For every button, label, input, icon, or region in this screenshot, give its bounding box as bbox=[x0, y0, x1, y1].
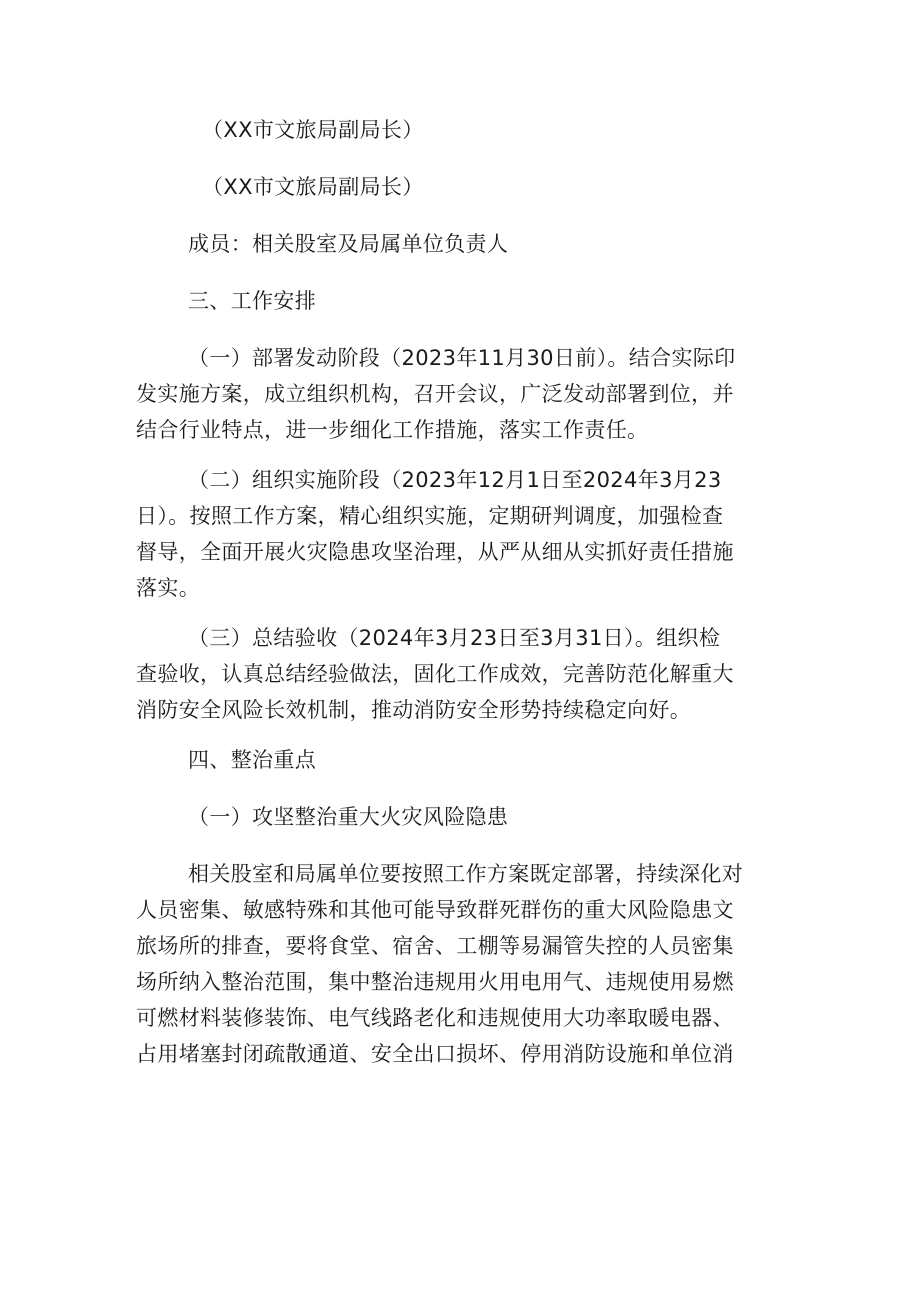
paragraph-subsection-1 bbox=[136, 856, 796, 1072]
text-line: 相关股室和局属单位要按照工作方案既定部署，持续深化对 bbox=[188, 862, 744, 886]
text-line: 结合行业特点，进一步细化工作措施，落实工作责任。 bbox=[136, 418, 649, 442]
text-line: 可燃材料装修装饰、电气线路老化和违规使用大功率取暖电器、 bbox=[136, 1006, 734, 1030]
section-4-heading bbox=[136, 742, 796, 778]
text-line: 消防安全风险长效机制，推动消防安全形势持续稳定向好。 bbox=[136, 698, 692, 722]
paragraph-stage-3 bbox=[136, 620, 796, 728]
text-line: 人员密集、敏感特殊和其他可能导致群死群伤的重大风险隐患文 bbox=[136, 898, 734, 922]
text-line: 旅场所的排查，要将食堂、宿舍、工棚等易漏管失控的人员密集 bbox=[136, 934, 734, 958]
members-text: 成员：相关股室及局属单位负责人 bbox=[188, 232, 509, 256]
deputy-line-2 bbox=[136, 169, 796, 205]
subsection-1-heading bbox=[136, 799, 796, 835]
section-4-heading-text: 四、整治重点 bbox=[188, 748, 317, 772]
section-3-heading bbox=[136, 283, 796, 319]
text-line: 场所纳入整治范围，集中整治违规用火用电用气、违规使用易燃 bbox=[136, 970, 734, 994]
text-line: （二）组织实施阶段（2023年12月1日至2024年3月23 bbox=[188, 468, 722, 492]
text-line: 日）。按照工作方案，精心组织实施，定期研判调度，加强检查 bbox=[136, 504, 724, 528]
text-line: （一）部署发动阶段（2023年11月30日前）。结合实际印 bbox=[188, 346, 736, 370]
subsection-1-heading-text: （一）攻坚整治重大火灾风险隐患 bbox=[188, 805, 509, 829]
text-line: 占用堵塞封闭疏散通道、安全出口损坏、停用消防设施和单位消 bbox=[136, 1042, 734, 1066]
paragraph-stage-1 bbox=[136, 340, 796, 448]
document-body bbox=[136, 112, 796, 1086]
deputy-text-1: （XX市文旅局副局长） bbox=[202, 118, 424, 142]
text-line: 发实施方案，成立组织机构，召开会议，广泛发动部署到位，并 bbox=[136, 382, 734, 406]
text-line: 查验收，认真总结经验做法，固化工作成效，完善防范化解重大 bbox=[136, 662, 734, 686]
deputy-line-1 bbox=[136, 112, 796, 148]
text-line: （三）总结验收（2024年3月23日至3月31日）。组织检 bbox=[188, 626, 721, 650]
text-line: 督导，全面开展火灾隐患攻坚治理，从严从细从实抓好责任措施 bbox=[136, 540, 734, 564]
paragraph-stage-2 bbox=[136, 462, 796, 606]
members-line bbox=[136, 226, 796, 262]
section-3-heading-text: 三、工作安排 bbox=[188, 289, 317, 313]
deputy-text-2: （XX市文旅局副局长） bbox=[202, 175, 424, 199]
text-line: 落实。 bbox=[136, 576, 201, 600]
